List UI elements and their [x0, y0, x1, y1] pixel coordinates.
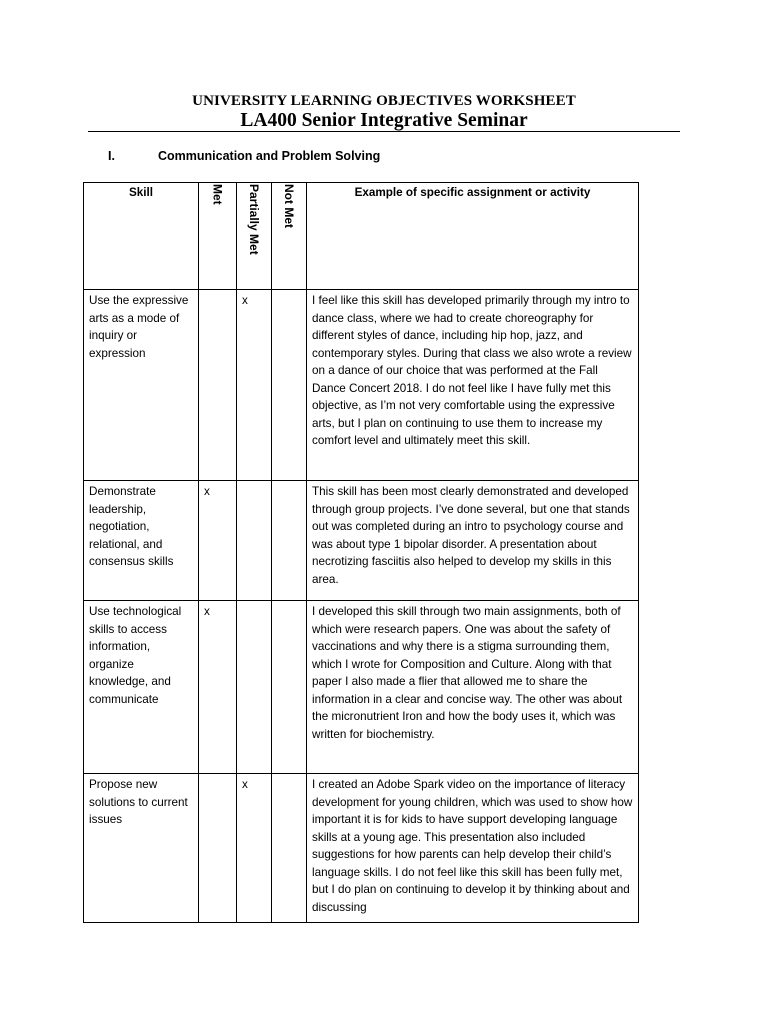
met-cell — [199, 774, 237, 923]
objectives-table — [83, 182, 639, 923]
table-header-row — [84, 183, 639, 290]
partially-met-cell — [237, 601, 272, 774]
skill-cell: Propose new solutions to current issues — [84, 774, 199, 923]
header-skill: Skill — [84, 183, 199, 290]
example-cell: I developed this skill through two main assignments, both of which were research papers. One was about the safety of vaccinations and why there is a stigma surrounding them, which I wrote for Composition and Culture. Along with that paper I also made a flier that allowed me to share the information in a clear and concise way. The other was about the micronutrient Iron and how the body uses it, which was written for biochemistry. — [307, 601, 639, 774]
title-divider — [88, 131, 680, 132]
table-row — [84, 290, 639, 481]
skill-cell: Demonstrate leadership, negotiation, relational, and consensus skills — [84, 481, 199, 601]
worksheet-title: UNIVERSITY LEARNING OBJECTIVES WORKSHEET — [192, 93, 576, 109]
header-not-met — [272, 183, 307, 290]
example-cell: I created an Adobe Spark video on the importance of literacy development for young children, which was used to show how important it is for kids to have support developing language skills at a young age. This presentation also included suggestions for how parents can help develop their child’s language skills. I do not feel like this skill has been fully met, but I do plan on continuing to develop it by thinking about and discussing — [307, 774, 639, 923]
partially-met-cell: x — [237, 774, 272, 923]
header-not-met-label: Not Met — [282, 184, 296, 228]
section-title: Communication and Problem Solving — [158, 149, 381, 163]
met-cell: x — [199, 601, 237, 774]
section-number: I. — [108, 149, 115, 163]
header-partially-met — [237, 183, 272, 290]
skill-cell: Use the expressive arts as a mode of inquiry or expression — [84, 290, 199, 481]
skill-cell: Use technological skills to access information, organize knowledge, and communicate — [84, 601, 199, 774]
header-met-label: Met — [210, 184, 225, 205]
example-cell: I feel like this skill has developed primarily through my intro to dance class, where we had to create choreography for different styles of dance, including hip hop, jazz, and contemporary styles. During that class we also wrote a review on a dance of our choice that was performed at the Fall Dance Concert 2018. I do not feel like I have fully met this objective, as I’m not very comfortable using the expressive arts, but I plan on continuing to use them to increase my comfort level and ultimately meet this skill. — [307, 290, 639, 481]
table-row — [84, 601, 639, 774]
example-cell: This skill has been most clearly demonstrated and developed through group projects. I’ve done several, but one that stands out was completed during an intro to psychology course and was about type 1 bipolar disorder. A presentation about necrotizing fasciitis also helped to develop my skills in this area. — [307, 481, 639, 601]
partially-met-cell: x — [237, 290, 272, 481]
header-met — [199, 183, 237, 290]
not-met-cell — [272, 601, 307, 774]
course-title: LA400 Senior Integrative Seminar — [240, 110, 528, 131]
not-met-cell — [272, 481, 307, 601]
met-cell: x — [199, 481, 237, 601]
met-cell — [199, 290, 237, 481]
not-met-cell — [272, 774, 307, 923]
header-example: Example of specific assignment or activity — [307, 183, 639, 290]
table-row — [84, 774, 639, 923]
header-partially-met-label: Partially Met — [247, 184, 261, 255]
not-met-cell — [272, 290, 307, 481]
table-row — [84, 481, 639, 601]
partially-met-cell — [237, 481, 272, 601]
